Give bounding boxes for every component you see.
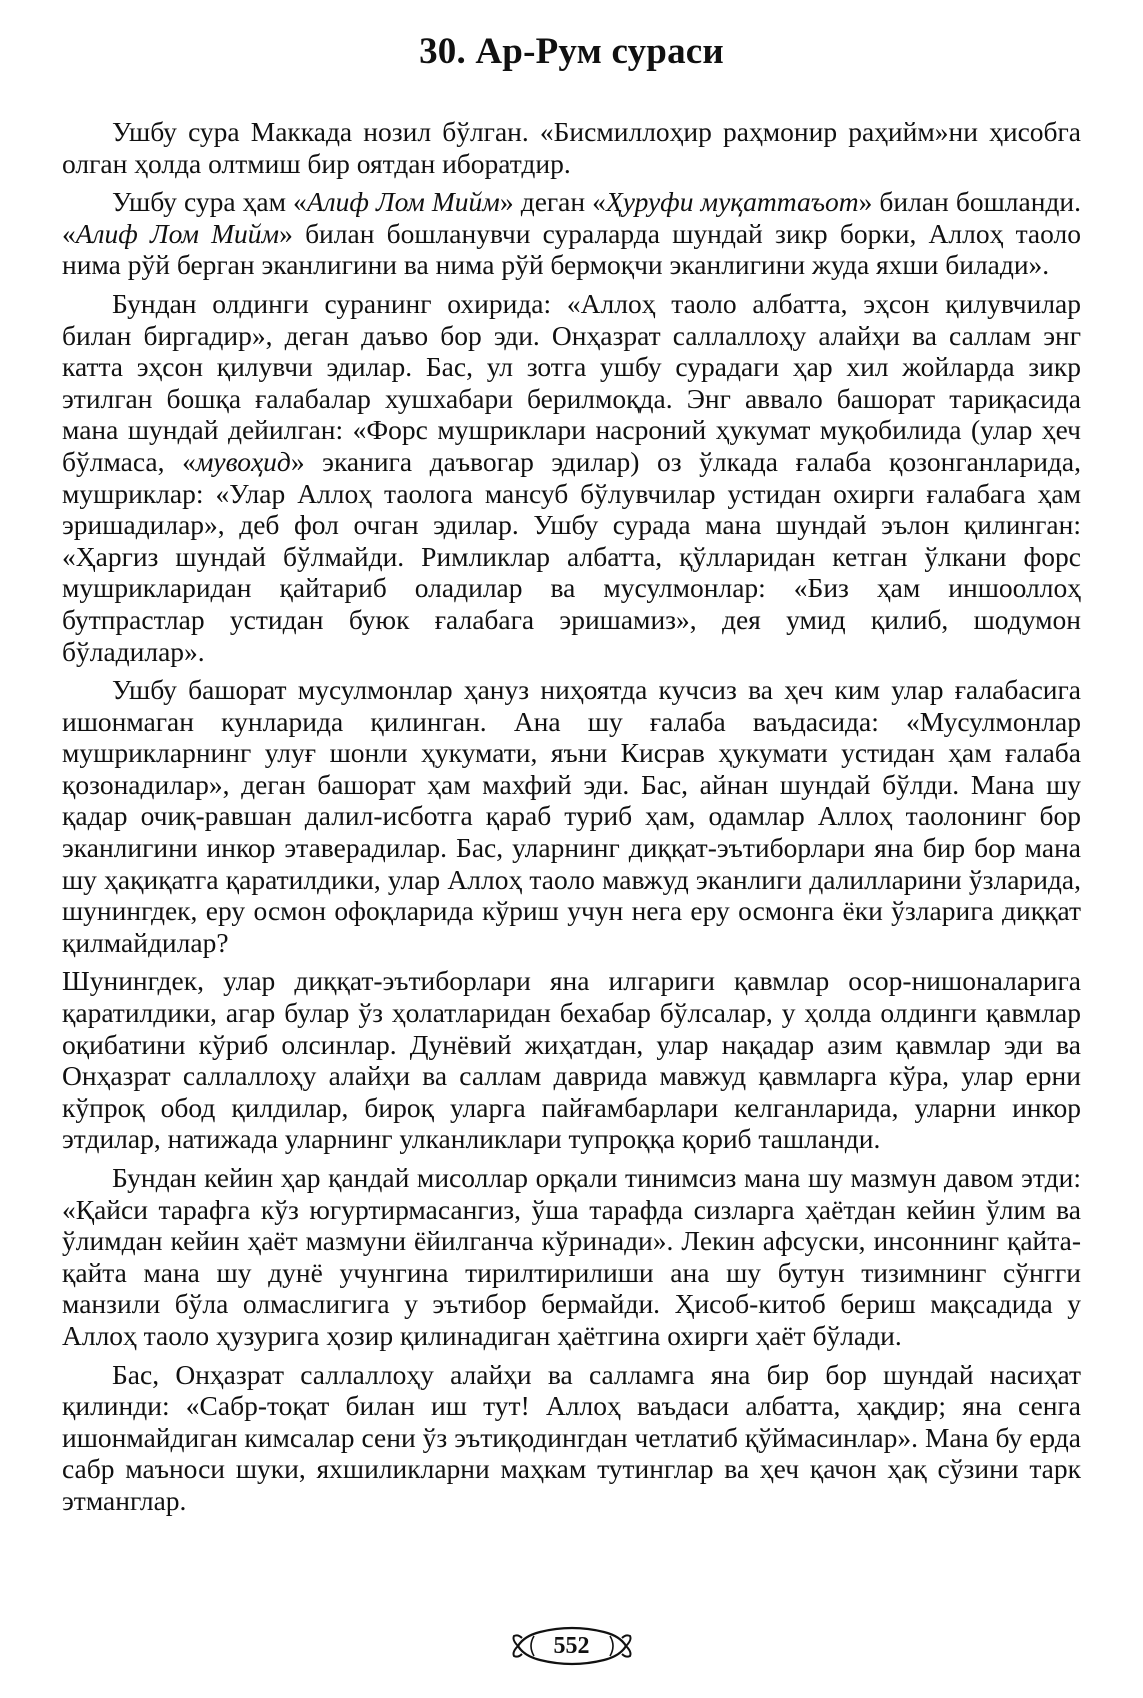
chapter-title: 30. Ар-Рум сураси bbox=[419, 31, 724, 72]
page-number: 552 bbox=[553, 1633, 590, 1659]
paragraph bbox=[62, 288, 1081, 667]
page-number-ornament bbox=[510, 1626, 634, 1666]
page-footer bbox=[62, 1624, 1081, 1668]
paragraph bbox=[62, 1162, 1081, 1352]
text-run: Бундан олдинги суранинг охирида: «Аллоҳ таоло албатта, эҳсон қилувчилар билан биргадир», деган даъво бор эди. Онҳазрат саллаллоҳу алайҳи ва саллам энг катта эҳсон қилувчи эдилар. Бас, ул зотга ушбу сурадаги ҳар хил жойларда зикр этилган бошқа ғалабалар хушхабари берилмоқда. Энг аввало башорат тариқасида мана шундай дейилган: «Форс мушриклари насроний ҳукумат муқобилида (улар ҳеч бўлмаса, « bbox=[62, 287, 1081, 477]
paragraph bbox=[62, 116, 1081, 179]
text-run: » эканига даъвогар эдилар) оз ўлкада ғалаба қозонганларида, мушриклар: «Улар Аллоҳ таологa мансуб бўлувчилар устидан охирги ғалабага ҳам эришадилар», деб фол очган эдилар. Ушбу сурада мана шундай эълон қилинган: «Ҳаргиз шундай бўлмайди. Римликлар албатта, қўлларидан кетган ўлкани форс мушрикларидан қайтариб оладилар ва мусулмонлар: «Биз ҳам иншооллоҳ бутпрастлар устидан буюк ғалабага эришамиз», дея умид қилиб, шодумон бўладилар». bbox=[62, 445, 1081, 667]
text-run: Шунингдек, улар диққат-эътиборлари яна илгариги қавмлар осор-нишоналарига қаратилдики, агар булар ўз ҳолатларидан бехабар бўлсалар, у ҳолда олдинги қавмлар оқибатини кўриб олсинлар. Дунёвий жиҳатдан, улар нақадар азим қавмлар эди ва Онҳазрат саллаллоҳу алайҳи ва саллам даврида мавжуд қавмларга кўра, улар ерни кўпроқ обод қилдилар, бироқ уларга пайғамбарлари келганларида, уларни инкор этдилар, натижада уларнинг улканликлари тупроққа қориб ташланди. bbox=[62, 965, 1081, 1155]
text-run: » билан бошланди. « bbox=[62, 186, 1081, 249]
text-run: » деган « bbox=[499, 186, 606, 218]
paragraph bbox=[62, 1359, 1081, 1517]
text-run: Ушбу сура Маккада нозил бўлган. «Бисмиллоҳир раҳмонир раҳийм»ни ҳисобга олган ҳолда олтмиш бир оятдан иборатдир. bbox=[62, 116, 1081, 179]
paragraph bbox=[62, 965, 1081, 1155]
paragraph bbox=[62, 186, 1081, 281]
text-run: Ушбу башорат мусулмонлар ҳануз ниҳоятда кучсиз ва ҳеч ким улар ғалабасига ишонмаган кунларида қилинган. Ана шу ғалаба ваъдасида: «Мусулмонлар мушрикларнинг улуғ шонли ҳукумати, яъни Кисрав ҳукумати устидан ҳам ғалаба қозонадилар», деган башорат ҳам махфий эди. Бас, айнан шундай бўлди. Мана шу қадар очиқ-равшан далил-исботга қараб туриб ҳам, одамлар Аллоҳ таолонинг бор эканлигини инкор этаверадилар. Бас, уларнинг диққат-эътиборлари яна бир бор мана шу ҳақиқатга қаратилдики, улар Аллоҳ таоло мавжуд эканлиги далилларини ўзларида, шунингдек, еру осмон офоқларида кўриш учун нега еру осмонга ёки ўзларига диққат қилмайдилар? bbox=[62, 674, 1081, 958]
text-run: Бундан кейин ҳар қандай мисоллар орқали тинимсиз мана шу мазмун давом этди: «Қайси тарафга кўз югуртирмасангиз, ўша тарафда сизларга ҳаётдан кейин ўлим ва ўлимдан кейин ҳаёт мазмуни ёйилганча кўринади». Лекин афсуски, инсоннинг қайта-қайта мана шу дунё учунгина тирилтирилиши ана шу бутун тизимнинг сўнгги манзили бўла олмаслигига у эътибор бермайди. Ҳисоб-китоб бериш мақсадида у Аллоҳ таоло ҳузурига ҳозир қилинадиган ҳаётгина охирги ҳаёт бўлади. bbox=[62, 1162, 1081, 1351]
text-run: » билан бошланувчи сураларда шундай зикр борки, Аллоҳ таоло нима рўй берган эканлигини ва нима рўй бермоқчи эканлигини жуда яхши билади». bbox=[62, 217, 1081, 281]
paragraph bbox=[62, 674, 1081, 958]
document-page bbox=[62, 28, 1081, 1668]
italic-term: Ҳуруфи муқаттаъот bbox=[605, 186, 859, 218]
body-text bbox=[62, 116, 1081, 1517]
italic-term: мувоҳид bbox=[195, 445, 291, 477]
italic-term: Алиф Лом Мийм bbox=[306, 186, 500, 218]
text-run: Ушбу сура ҳам « bbox=[112, 186, 307, 218]
text-run: Бас, Онҳазрат саллаллоҳу алайҳи ва салламга яна бир бор шундай насиҳат қилинди: «Сабр-тоқат билан иш тут! Аллоҳ ваъдаси албатта, ҳақдир; яна сенга ишонмайдиган кимсалар сени ўз эътиқодингдан четлатиб қўймасинлар». Мана бу ерда сабр маъноси шуки, яхшиликларни маҳкам тутинглар ва ҳеч қачон ҳақ сўзини тарк этманглар. bbox=[62, 1358, 1081, 1516]
italic-term: Алиф Лом Мийм bbox=[75, 217, 280, 249]
